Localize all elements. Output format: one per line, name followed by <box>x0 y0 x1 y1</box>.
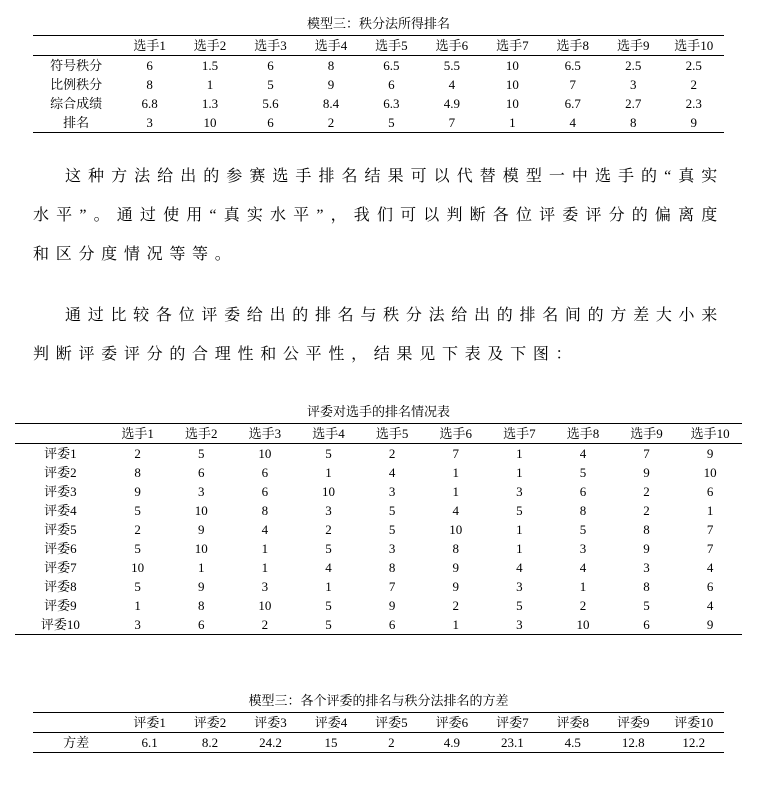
row-label: 评委5 <box>44 522 77 537</box>
cell-value: 5.6 <box>262 96 279 111</box>
table-row <box>15 558 742 577</box>
cell-value: 2 <box>327 115 335 130</box>
cell-value: 4 <box>569 115 577 130</box>
cell-value: 8 <box>579 503 587 518</box>
cell-value: 6 <box>198 617 205 632</box>
cell-value: 4 <box>261 522 269 537</box>
row-label: 评委4 <box>44 503 77 518</box>
cell-value: 1 <box>509 115 516 130</box>
cell-value: 10 <box>194 503 208 518</box>
column-header: 选手4 <box>314 38 348 53</box>
cell-value: 1 <box>452 465 459 480</box>
cell-value: 1 <box>452 617 459 632</box>
column-header: 评委3 <box>254 715 287 730</box>
cell-value: 4 <box>388 465 396 480</box>
cell-value: 10 <box>449 522 463 537</box>
cell-value: 2 <box>261 617 269 632</box>
cell-value: 7 <box>569 77 577 92</box>
cell-value: 3 <box>325 503 332 518</box>
table-row <box>33 113 724 133</box>
row-label: 比例秩分 <box>50 77 103 92</box>
cell-value: 10 <box>505 58 519 73</box>
column-header: 选手7 <box>496 38 529 53</box>
cell-value: 15 <box>324 735 338 750</box>
row-label: 综合成绩 <box>50 96 103 111</box>
cell-value: 8 <box>134 465 141 480</box>
header-row <box>33 713 724 733</box>
cell-value: 7 <box>706 541 714 556</box>
cell-value: 5 <box>134 541 141 556</box>
cell-value: 5 <box>267 77 274 92</box>
rank-score-table-section <box>33 16 724 133</box>
cell-value: 3 <box>198 484 205 499</box>
paragraph-variance-method: 通过比较各位评委给出的排名与秩分法给出的排名间的方差大小来判断评委评分的合理性和公平性，结果见下表及下图： <box>33 307 724 363</box>
cell-value: 4 <box>448 77 456 92</box>
column-header: 选手2 <box>185 426 218 441</box>
cell-value: 6 <box>261 465 269 480</box>
row-label: 评委1 <box>44 446 77 461</box>
cell-value: 3 <box>388 541 396 556</box>
cell-value: 6.1 <box>141 735 158 750</box>
cell-value: 10 <box>505 77 519 92</box>
cell-value: 6 <box>261 484 269 499</box>
table-row <box>15 596 742 615</box>
column-header <box>15 424 106 444</box>
cell-value: 6 <box>388 617 396 632</box>
column-header: 选手1 <box>133 38 166 53</box>
table-row <box>15 501 742 520</box>
cell-value: 6.5 <box>383 58 400 73</box>
header-row <box>33 36 724 56</box>
cell-value: 5 <box>325 617 332 632</box>
cell-value: 23.1 <box>500 735 524 750</box>
cell-value: 9 <box>134 484 141 499</box>
table-row <box>15 615 742 635</box>
cell-value: 8 <box>261 503 269 518</box>
table-row <box>15 577 742 596</box>
cell-value: 2.7 <box>625 96 642 111</box>
cell-value: 5 <box>516 503 523 518</box>
table-row <box>15 463 742 482</box>
cell-value: 24.2 <box>259 735 282 750</box>
cell-value: 4 <box>706 598 714 613</box>
cell-value: 1 <box>198 560 205 575</box>
row-label: 评委8 <box>44 579 77 594</box>
cell-value: 2 <box>388 735 395 750</box>
judge-ranking-table-title: 评委对选手的排名情况表 <box>306 404 450 419</box>
cell-value: 6 <box>388 77 395 92</box>
cell-value: 7 <box>643 446 650 461</box>
cell-value: 9 <box>706 446 714 461</box>
column-header: 评委9 <box>616 715 650 730</box>
table-row <box>33 94 724 113</box>
cell-value: 9 <box>388 598 396 613</box>
cell-value: 8 <box>198 598 205 613</box>
cell-value: 1 <box>516 541 523 556</box>
cell-value: 5 <box>579 522 587 537</box>
row-label: 评委3 <box>44 484 77 499</box>
cell-value: 5 <box>134 579 141 594</box>
row-label: 评委7 <box>44 560 77 575</box>
cell-value: 3 <box>146 115 153 130</box>
cell-value: 3 <box>643 560 650 575</box>
cell-value: 1 <box>579 579 587 594</box>
cell-value: 6 <box>267 115 274 130</box>
cell-value: 1 <box>134 598 141 613</box>
cell-value: 12.8 <box>621 735 645 750</box>
cell-value: 3 <box>261 579 269 594</box>
cell-value: 10 <box>322 484 335 499</box>
cell-value: 3 <box>629 77 637 92</box>
cell-value: 8 <box>643 522 650 537</box>
cell-value: 5 <box>388 115 395 130</box>
cell-value: 5 <box>198 446 205 461</box>
column-header: 选手5 <box>375 426 409 441</box>
cell-value: 2 <box>134 522 141 537</box>
table-row <box>15 539 742 558</box>
judge-ranking-table <box>15 423 742 635</box>
cell-value: 4.9 <box>443 735 460 750</box>
table-row <box>33 56 724 76</box>
cell-value: 4.9 <box>443 96 460 111</box>
cell-value: 1 <box>206 77 214 92</box>
cell-value: 7 <box>388 579 396 594</box>
column-header: 选手1 <box>121 426 154 441</box>
cell-value: 8.4 <box>322 96 340 111</box>
cell-value: 7 <box>452 446 459 461</box>
cell-value: 9 <box>643 541 650 556</box>
cell-value: 6.3 <box>383 96 400 111</box>
column-header: 选手8 <box>556 38 590 53</box>
cell-value: 5 <box>516 598 523 613</box>
cell-value: 8 <box>629 115 637 130</box>
column-header: 选手3 <box>248 426 282 441</box>
cell-value: 5 <box>325 541 332 556</box>
column-header: 选手2 <box>193 38 227 53</box>
cell-value: 2.3 <box>685 96 702 111</box>
cell-value: 3 <box>516 617 523 632</box>
cell-value: 9 <box>452 579 459 594</box>
rank-score-table-title: 模型三：秩分法所得排名 <box>306 16 450 31</box>
cell-value: 1 <box>516 446 523 461</box>
cell-value: 1 <box>325 465 332 480</box>
cell-value: 8 <box>327 58 335 73</box>
cell-value: 6 <box>198 465 205 480</box>
cell-value: 6.7 <box>564 96 581 111</box>
cell-value: 4.5 <box>564 735 581 750</box>
cell-value: 1.3 <box>201 96 219 111</box>
cell-value: 4 <box>706 560 714 575</box>
cell-value: 2.5 <box>685 58 702 73</box>
cell-value: 2 <box>325 522 332 537</box>
table-row <box>33 75 724 94</box>
row-label: 方差 <box>63 735 90 750</box>
row-label: 评委6 <box>44 541 77 556</box>
cell-value: 6.8 <box>141 96 158 111</box>
cell-value: 5 <box>388 503 396 518</box>
variance-table-title: 模型三：各个评委的排名与秩分法排名的方差 <box>248 693 509 708</box>
column-header: 选手10 <box>674 38 714 53</box>
cell-value: 6.5 <box>564 58 581 73</box>
cell-value: 10 <box>131 560 145 575</box>
cell-value: 1 <box>261 560 269 575</box>
column-header: 选手8 <box>566 426 600 441</box>
cell-value: 5.5 <box>443 58 460 73</box>
cell-value: 10 <box>194 541 208 556</box>
cell-value: 1 <box>452 484 459 499</box>
cell-value: 2 <box>643 503 650 518</box>
cell-value: 5 <box>134 503 141 518</box>
cell-value: 4 <box>579 560 587 575</box>
rank-score-table <box>33 35 724 133</box>
cell-value: 10 <box>258 446 272 461</box>
column-header: 选手6 <box>435 38 469 53</box>
variance-table-section <box>33 693 724 753</box>
row-label: 评委2 <box>44 465 77 480</box>
cell-value: 4 <box>579 446 587 461</box>
column-header: 评委2 <box>193 715 227 730</box>
variance-table <box>33 712 724 753</box>
cell-value: 3 <box>388 484 396 499</box>
column-header: 选手5 <box>375 38 408 53</box>
column-header: 选手7 <box>503 426 536 441</box>
table-row <box>15 482 742 501</box>
cell-value: 6 <box>146 58 153 73</box>
cell-value: 6 <box>267 58 274 73</box>
cell-value: 1.5 <box>201 58 219 73</box>
cell-value: 9 <box>452 560 459 575</box>
cell-value: 9 <box>706 617 714 632</box>
column-header: 选手9 <box>616 38 650 53</box>
cell-value: 10 <box>203 115 217 130</box>
column-header: 评委7 <box>496 715 529 730</box>
cell-value: 3 <box>134 617 141 632</box>
cell-value: 9 <box>198 522 205 537</box>
cell-value: 3 <box>516 579 523 594</box>
column-header: 选手4 <box>312 426 345 441</box>
cell-value: 4 <box>516 560 523 575</box>
judge-ranking-table-section <box>15 404 742 635</box>
cell-value: 1 <box>325 579 332 594</box>
cell-value: 1 <box>516 522 523 537</box>
cell-value: 1 <box>516 465 523 480</box>
cell-value: 10 <box>576 617 590 632</box>
cell-value: 2 <box>579 598 587 613</box>
cell-value: 1 <box>706 503 714 518</box>
cell-value: 2 <box>388 446 396 461</box>
table-row <box>15 520 742 539</box>
row-label: 排名 <box>63 115 90 130</box>
row-label: 符号秩分 <box>50 58 103 73</box>
cell-value: 10 <box>505 96 519 111</box>
cell-value: 6 <box>706 579 714 594</box>
cell-value: 9 <box>690 115 697 130</box>
cell-value: 8 <box>452 541 459 556</box>
cell-value: 1 <box>261 541 269 556</box>
cell-value: 6 <box>579 484 587 499</box>
body-text <box>33 157 724 374</box>
cell-value: 6 <box>643 617 650 632</box>
column-header <box>33 713 119 733</box>
column-header: 评委10 <box>674 715 714 730</box>
table-row <box>33 733 724 753</box>
cell-value: 4 <box>325 560 332 575</box>
cell-value: 2 <box>452 598 459 613</box>
row-label: 评委9 <box>44 598 77 613</box>
header-row <box>15 424 742 444</box>
cell-value: 9 <box>327 77 335 92</box>
cell-value: 9 <box>198 579 205 594</box>
table-row <box>15 444 742 464</box>
column-header <box>33 36 119 56</box>
column-header: 评委6 <box>435 715 469 730</box>
cell-value: 8 <box>146 77 153 92</box>
cell-value: 6 <box>706 484 714 499</box>
cell-value: 2 <box>134 446 141 461</box>
cell-value: 7 <box>706 522 714 537</box>
column-header: 评委8 <box>556 715 590 730</box>
column-header: 评委4 <box>314 715 348 730</box>
cell-value: 12.2 <box>682 735 706 750</box>
cell-value: 3 <box>579 541 587 556</box>
row-label: 评委10 <box>40 617 80 632</box>
cell-value: 3 <box>516 484 523 499</box>
column-header: 评委5 <box>375 715 408 730</box>
column-header: 选手3 <box>254 38 287 53</box>
cell-value: 8 <box>388 560 396 575</box>
column-header: 选手9 <box>630 426 663 441</box>
cell-value: 2 <box>690 77 697 92</box>
cell-value: 5 <box>388 522 396 537</box>
column-header: 评委1 <box>133 715 166 730</box>
cell-value: 8.2 <box>201 735 219 750</box>
cell-value: 7 <box>448 115 456 130</box>
cell-value: 4 <box>452 503 459 518</box>
cell-value: 10 <box>703 465 717 480</box>
cell-value: 10 <box>258 598 272 613</box>
cell-value: 5 <box>325 598 332 613</box>
cell-value: 2 <box>643 484 650 499</box>
column-header: 选手10 <box>690 426 730 441</box>
cell-value: 5 <box>643 598 650 613</box>
cell-value: 8 <box>643 579 650 594</box>
cell-value: 5 <box>325 446 332 461</box>
cell-value: 2.5 <box>625 58 642 73</box>
column-header: 选手6 <box>439 426 472 441</box>
paragraph-true-level: 这种方法给出的参赛选手排名结果可以代替模型一中选手的“真实水平”。通过使用“真实水平”，我们可以判断各位评委评分的偏离度和区分度情况等等。 <box>33 168 724 263</box>
cell-value: 9 <box>643 465 650 480</box>
cell-value: 5 <box>579 465 587 480</box>
